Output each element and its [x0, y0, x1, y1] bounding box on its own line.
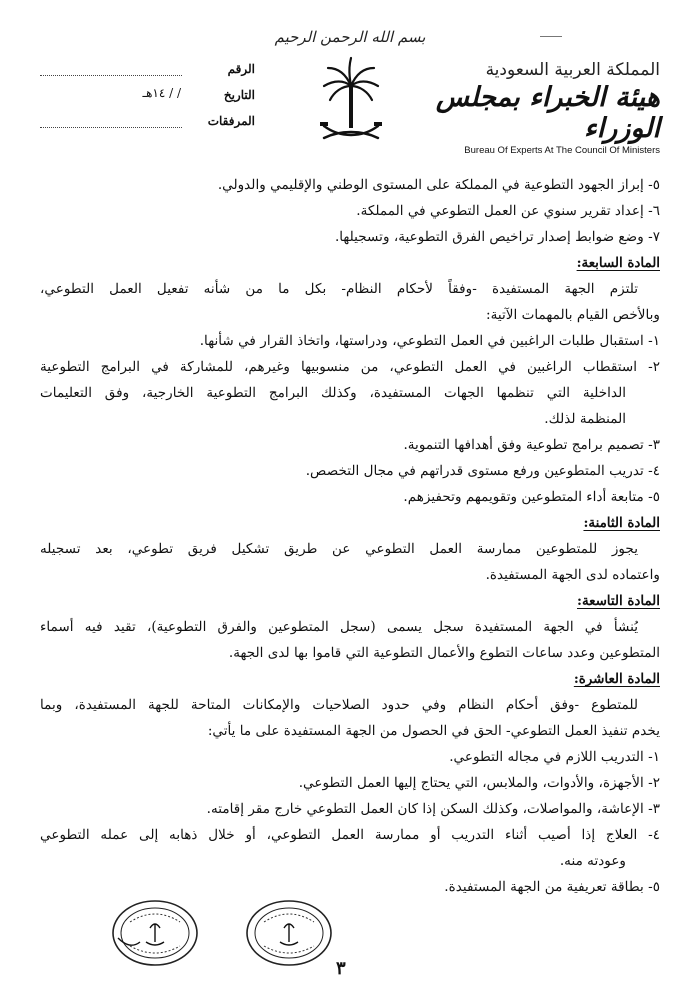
basmala: بسم الله الرحمن الرحيم	[274, 28, 426, 46]
paragraph: يخدم تنفيذ العمل التطوعي- الحق في الحصول من الجهة المستفيدة على ما يأتي:	[207, 723, 660, 739]
official-seal-icon	[110, 898, 200, 968]
list-item: ٣- تصميم برامج تطوعية وفق أهدافها التنموية.	[403, 437, 660, 453]
list-item: ٢- استقطاب الراغبين في العمل التطوعي، من منسوبيها وغيرهم، للمشاركة في البرامج التطوعية	[40, 359, 660, 375]
list-item: ٥- متابعة أداء المتطوعين وتقويمهم وتحفيزهم.	[403, 489, 660, 505]
list-item-continuation: الداخلية التي تنظمها الجهات المستفيدة، وكذلك البرامج التطوعية الخارجية، وفق التعليمات	[40, 385, 626, 401]
list-item: ١- استقبال طلبات الراغبين في العمل التطوعي، ودراستها، واتخاذ القرار في شأنها.	[199, 333, 660, 349]
number-row	[40, 62, 255, 88]
list-item: ٥- بطاقة تعريفية من الجهة المستفيدة.	[444, 879, 660, 895]
article-7-heading: المادة السابعة:	[576, 255, 660, 271]
paragraph: يُنشأ في الجهة المستفيدة سجل يسمى (سجل المتطوعين والفرق التطوعية)، تقيد فيه أسماء	[40, 619, 638, 635]
number-line	[40, 75, 182, 76]
list-item: ٤- تدريب المتطوعين ورفع مستوى قدراتهم في مجال التخصص.	[305, 463, 660, 479]
list-item: ٣- الإعاشة، والمواصلات، وكذلك السكن إذا كان العمل التطوعي خارج مقر إقامته.	[206, 801, 660, 817]
organization-block	[420, 60, 660, 156]
attachments-line	[40, 127, 182, 128]
document-body	[40, 172, 660, 900]
bureau-name: هيئة الخبراء بمجلس الوزراء	[435, 82, 660, 144]
bureau-english-name: Bureau Of Experts At The Council Of Ministers	[464, 145, 660, 156]
kingdom-name: المملكة العربية السعودية	[485, 60, 660, 80]
paragraph: المتطوعين وعدد ساعات التطوع والأعمال التطوعية التي قاموا بها لدى الجهة.	[228, 645, 660, 661]
top-dash	[540, 36, 562, 37]
article-9-heading: المادة التاسعة:	[577, 593, 660, 609]
article-8-heading: المادة الثامنة:	[583, 515, 660, 531]
paragraph: للمتطوع -وفق أحكام النظام وفي حدود الصلاحيات والإمكانات المتاحة للجهة المستفيدة، وبما	[40, 697, 638, 713]
attachments-label: المرفقات	[207, 114, 255, 128]
list-item: ٥- إبراز الجهود التطوعية في المملكة على المستوى الوطني والإقليمي والدولي.	[217, 177, 660, 193]
paragraph: وبالأخص القيام بالمهمات الآتية:	[486, 307, 660, 323]
page-number: ٣	[336, 958, 346, 979]
number-label: الرقم	[227, 62, 255, 76]
attachments-row	[40, 114, 255, 140]
list-item: ١- التدريب اللازم في مجاله التطوعي.	[449, 749, 660, 765]
list-item: ٢- الأجهزة، والأدوات، والملابس، التي يحتاج إليها العمل التطوعي.	[298, 775, 660, 791]
list-item: ٧- وضع ضوابط إصدار تراخيص الفرق التطوعية، وتسجيلها.	[334, 229, 660, 245]
paragraph: تلتزم الجهة المستفيدة -وفقاً لأحكام النظام- بكل ما من شأنه تفعيل العمل التطوعي،	[40, 281, 638, 297]
list-item-continuation: وعودته منه.	[559, 853, 626, 869]
list-item: ٤- العلاج إذا أصيب أثناء التدريب أو ممارسة العمل التطوعي، أو خلال ذهابه إلى عمله التطوعي	[40, 827, 660, 843]
paragraph: يجوز للمتطوعين ممارسة العمل التطوعي عن طريق تشكيل فريق تطوعي، بعد تسجيله	[40, 541, 638, 557]
list-item-continuation: المنظمة لذلك.	[544, 411, 626, 427]
date-label: التاريخ	[223, 88, 255, 102]
paragraph: واعتماده لدى الجهة المستفيدة.	[485, 567, 660, 583]
date-row	[40, 88, 255, 114]
date-value: / / ١٤هـ	[142, 86, 181, 100]
document-meta	[40, 62, 255, 140]
palm-swords-emblem-icon	[318, 56, 384, 148]
article-10-heading: المادة العاشرة:	[573, 671, 660, 687]
official-seal-icon	[244, 898, 334, 968]
list-item: ٦- إعداد تقرير سنوي عن العمل التطوعي في المملكة.	[356, 203, 660, 219]
